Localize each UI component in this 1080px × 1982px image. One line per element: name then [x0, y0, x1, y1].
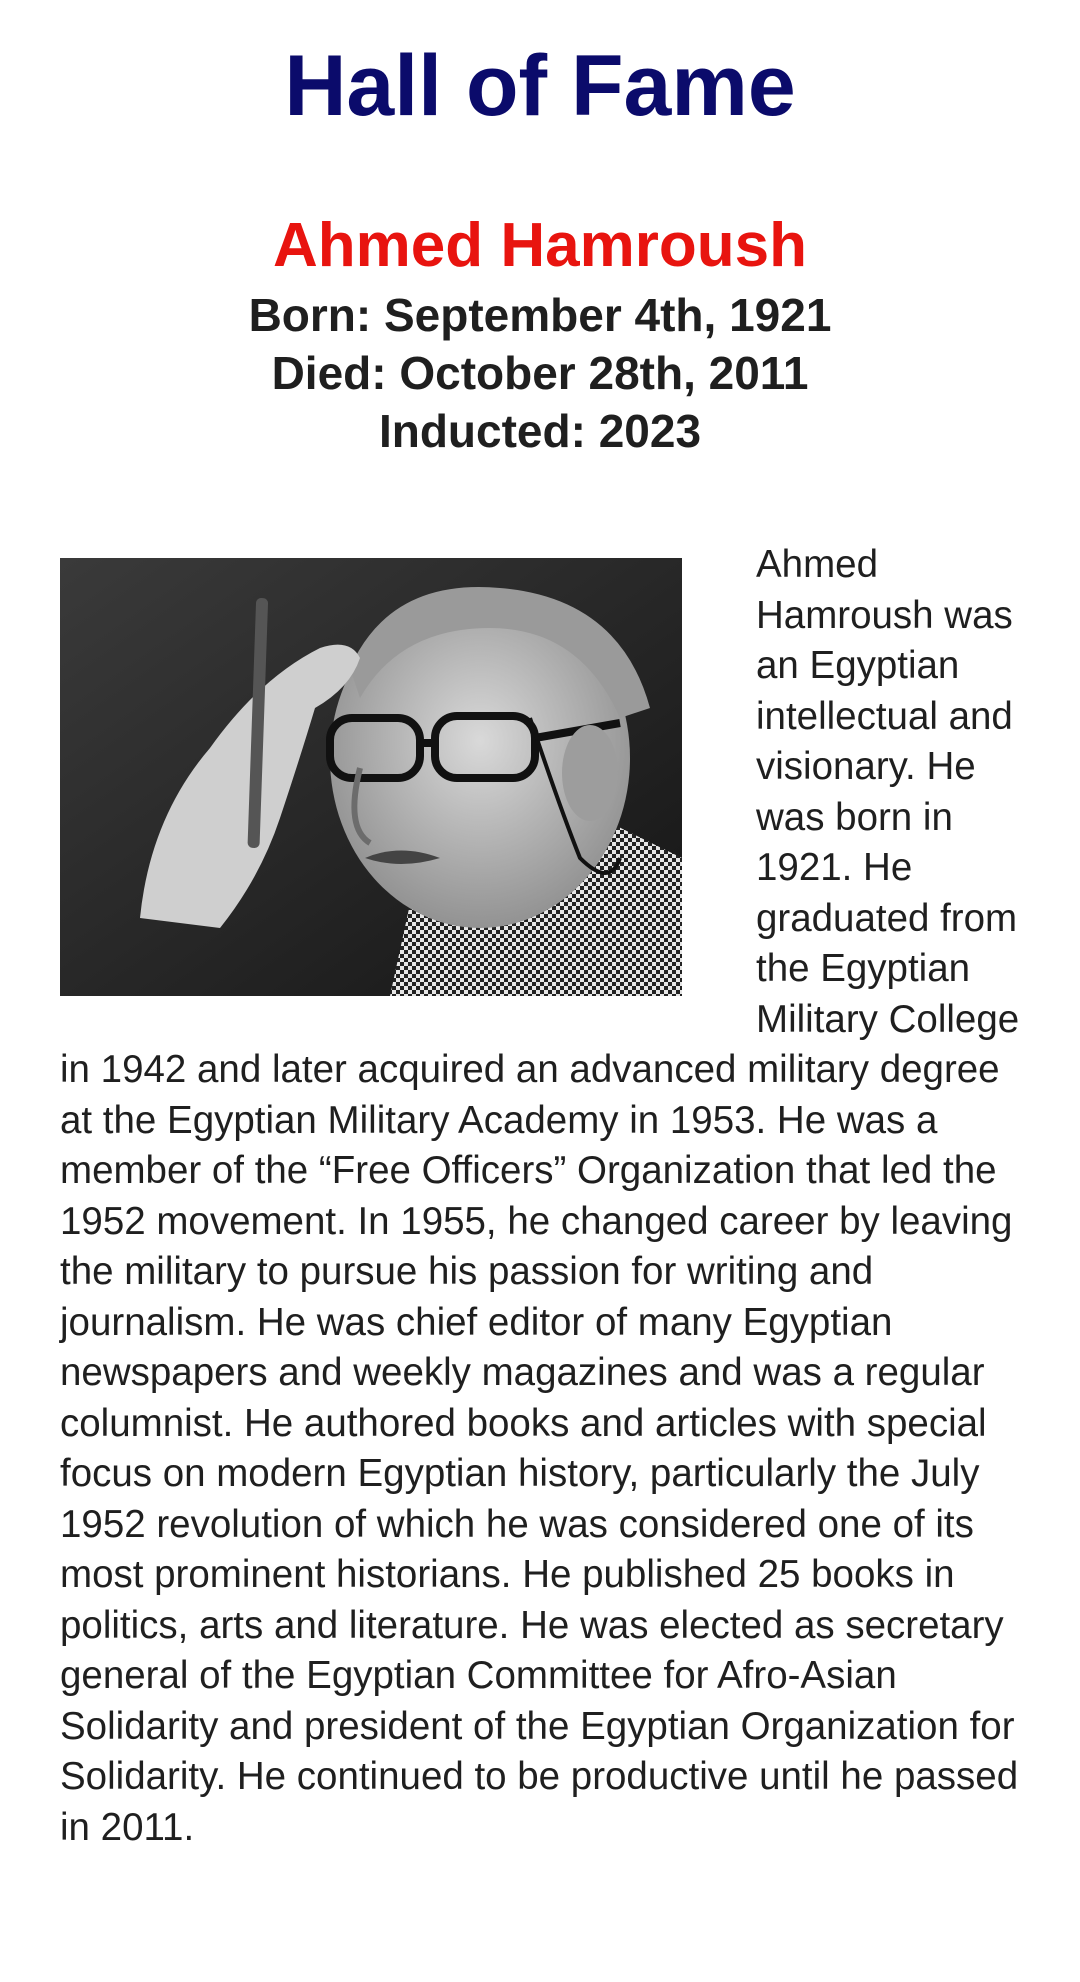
- portrait-photo: [60, 558, 682, 996]
- died-date: Died: October 28th, 2011: [271, 347, 809, 399]
- biography: [60, 540, 1030, 1853]
- inducted-year: Inducted: 2023: [378, 405, 702, 457]
- page-title: Hall of Fame: [284, 38, 796, 134]
- portrait-illustration: [60, 558, 682, 996]
- person-name: Ahmed Hamroush: [273, 211, 807, 280]
- person-facts: [0, 286, 1080, 460]
- born-date: Born: September 4th, 1921: [248, 289, 832, 341]
- biography-text: Ahmed Hamroush was an Egyptian intellectual and visionary. He was born in 1921. He graduated from the Egyptian Military College in 1942 and later acquired an advanced military degree at the Egyptian Military Academy in 1953. He was a member of the “Free Officers” Organization that led the 1952 movement. In 1955, he changed career by leaving the military to pursue his passion for writing and journalism. He was chief editor of many Egyptian newspapers and weekly magazines and was a regular columnist. He authored books and articles with special focus on modern Egyptian history, particularly the July 1952 revolution of which he was considered one of its most prominent historians. He published 25 books in politics, arts and literature. He was elected as secretary general of the Egyptian Committee for Afro-Asian Solidarity and president of the Egyptian Organization for Solidarity. He continued to be productive until he passed in 2011.: [60, 543, 1020, 1849]
